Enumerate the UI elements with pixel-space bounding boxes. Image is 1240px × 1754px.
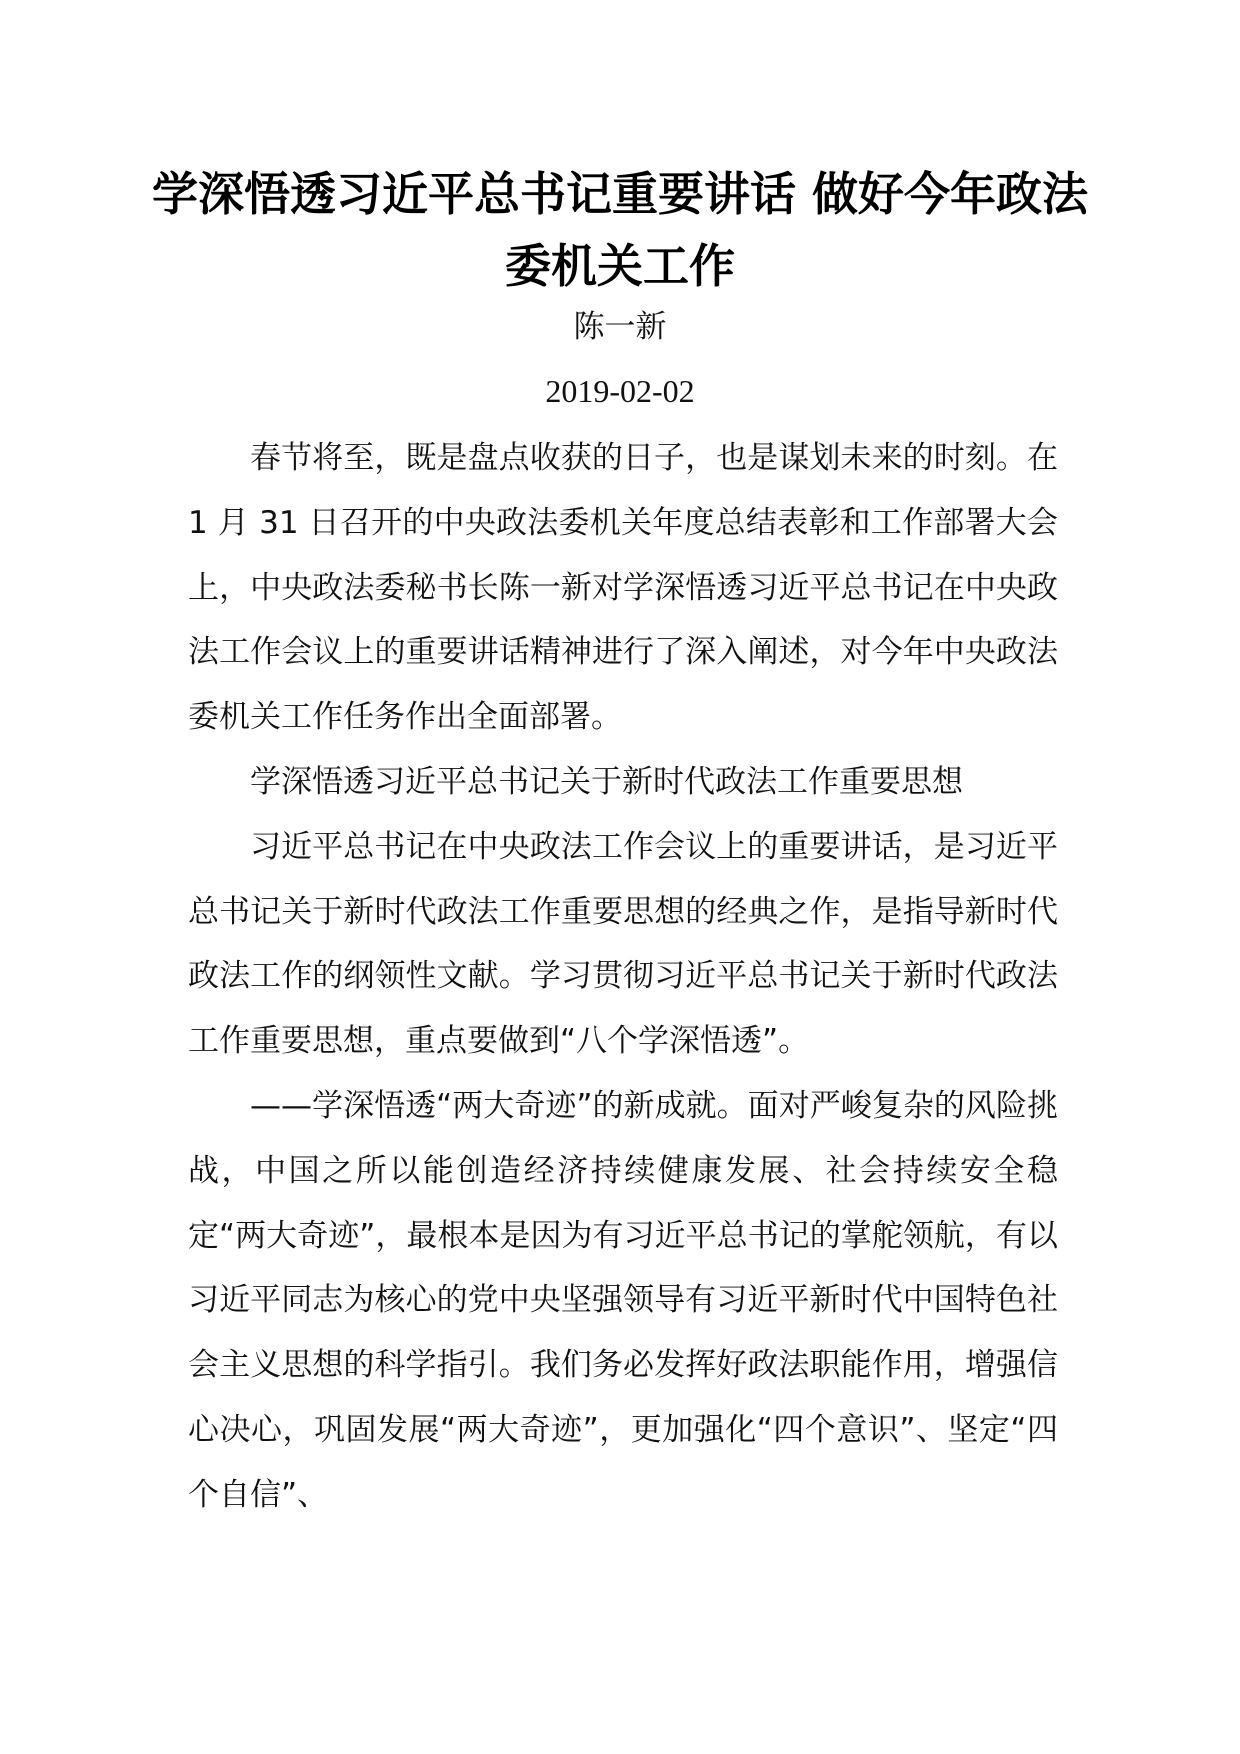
paragraph-important-speech: 习近平总书记在中央政法工作会议上的重要讲话，是习近平总书记关于新时代政法工作重要思想的经典之作，是指导新时代政法工作的纲领性文献。学习贯彻习近平总书记关于新时代政法工作重要思想，重点要做到“八个学深悟透”。 (188, 828, 1058, 1060)
paragraph-two-miracles: ——学深悟透“两大奇迹”的新成就。面对严峻复杂的风险挑战，中国之所以能创造经济持续健康发展、社会持续安全稳定“两大奇迹”，最根本是因为有习近平总书记的掌舵领航，有以习近平同志为核心的党中央坚强领导有习近平新时代中国特色社会主义思想的科学指引。我们务必发挥好政法职能作用，增强信心决心，巩固发展“两大奇迹”，更加强化“四个意识”、坚定“四个自信”、 (188, 1087, 1058, 1513)
document-author: 陈一新 (573, 309, 667, 345)
document-body (188, 426, 1058, 1528)
section-heading: 学深悟透习近平总书记关于新时代政法工作重要思想 (250, 763, 963, 800)
document-date: 2019-02-02 (545, 373, 695, 409)
paragraph-intro: 春节将至，既是盘点收获的日子，也是谋划未来的时刻。在 1 月 31 日召开的中央政法委机关年度总结表彰和工作部署大会上，中央政法委秘书长陈一新对学深悟透习近平总书记在中央政法工作会议上的重要讲话精神进行了深入阐述，对今年中央政法委机关工作任务作出全面部署。 (188, 440, 1058, 736)
document-title: 学深悟透习近平总书记重要讲话 做好今年政法委机关工作 (151, 167, 1088, 293)
